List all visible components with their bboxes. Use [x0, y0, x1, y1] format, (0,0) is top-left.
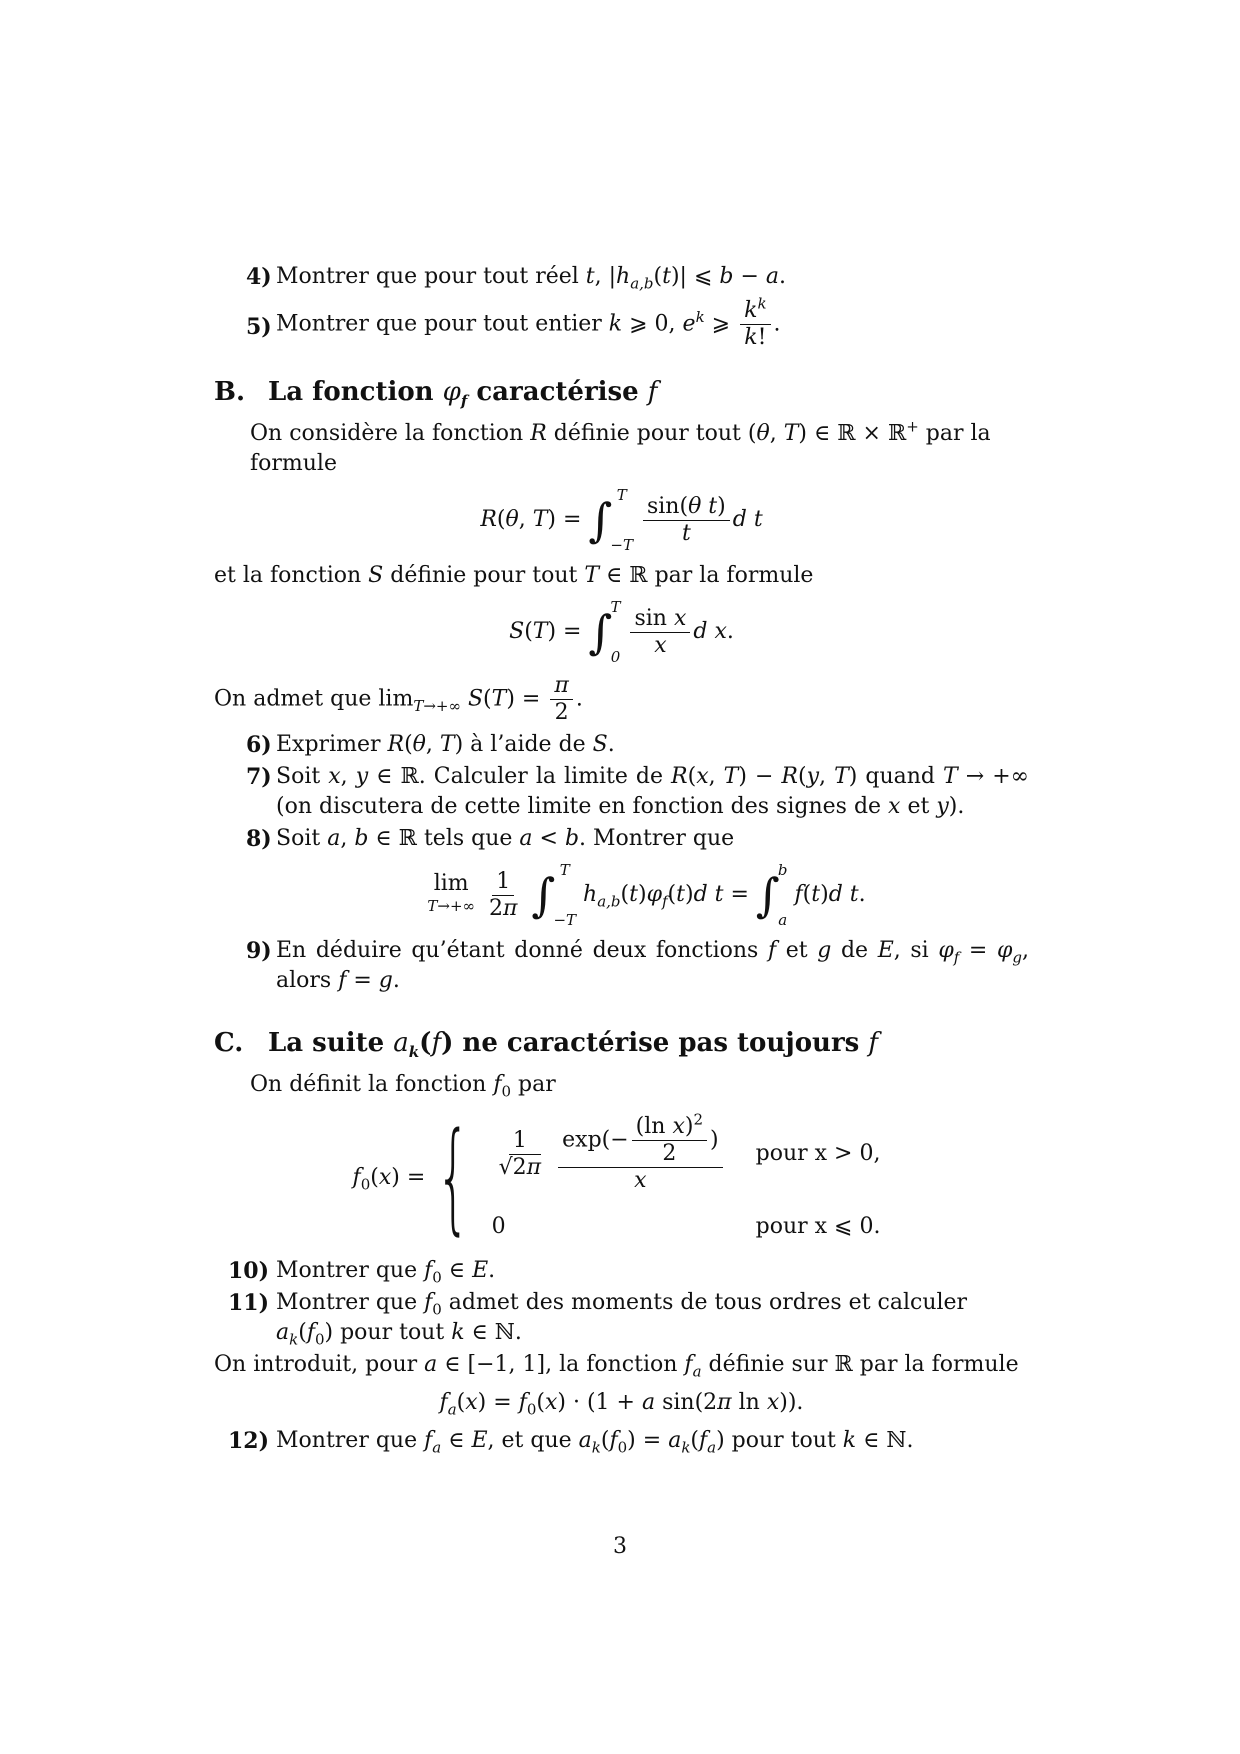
- question-9: 9) En déduire qu’étant donné deux fonctions f et g de E, si $\varphi_f = \varphi_g$, alors f = g.: [246, 938, 1030, 993]
- question-number: 11): [228, 1290, 270, 1316]
- question-number: 8): [246, 826, 272, 852]
- s-intro: et la fonction S définie pour tout T ∈ ℝ par la formule: [214, 563, 814, 588]
- question-number: 10): [228, 1258, 270, 1284]
- question-5: 5) Montrer que pour tout entier k ⩾ 0, $e^k$ ⩾ $\frac{k^k}{k!}$ .: [246, 294, 781, 350]
- question-number: 12): [228, 1428, 270, 1454]
- case1-condition: pour x > 0,: [755, 1141, 881, 1166]
- s-formula: S(T) = ∫ T 0 $\frac{\text{sin x}}{x}$ d x.: [509, 598, 734, 666]
- question-number: 6): [246, 732, 272, 758]
- fa-formula: $f_a(x) = f_0(x) \cdot (1 + a$ sin(2π ln x)).: [439, 1390, 804, 1419]
- question-number: 5): [246, 314, 272, 340]
- section-c-heading: C. La suite $a_k(f)$ ne caractérise pas toujours f: [214, 1028, 878, 1062]
- question-number: 9): [246, 938, 272, 964]
- case2-condition: pour x ⩽ 0.: [755, 1214, 881, 1239]
- fraction: $\frac{k^k}{k!}$: [740, 298, 770, 351]
- case2-value: 0: [491, 1214, 506, 1239]
- question-4: 4) Montrer que pour tout réel t, $|h_{a,b}(t)|$ ⩽ b − a.: [246, 264, 787, 293]
- r-formula: R(θ, T) = ∫ T −T $\frac{\text{sin(θ t)}}{t}$ d t: [480, 486, 763, 554]
- section-label: C.: [214, 1028, 244, 1058]
- f0-intro: On définit la fonction $f_0$ par: [250, 1072, 556, 1101]
- question-11: 11) Montrer que $f_0$ admet des moments de tous ordres et calculer $a_k(f_0)$ pour tout k ∈ ℕ.: [228, 1290, 968, 1349]
- question-6: 6) Exprimer R(θ, T) à l’aide de S.: [246, 732, 615, 758]
- section-label: B.: [214, 377, 246, 407]
- limit-formula: lim T→+∞ $\frac{1}{2\pi}$ ∫ T −T $h_{a,b}(t)\varphi_f(t)d$ t = ∫ b a f(t)d t.: [427, 861, 866, 929]
- fa-intro: On introduit, pour a ∈ [−1, 1], la fonction $f_a$ définie sur ℝ par la formule: [214, 1352, 1019, 1381]
- f0-definition: $f_0(x)$ = { $\frac{1}{√2\pi}$ exp(− $\frac{(\ln x)^2}{2}$ ) x pour x > 0, 0 pour x ⩽ 0.: [214, 1110, 1029, 1246]
- page-content: [214, 262, 1029, 1456]
- question-10: 10) Montrer que $f_0$ ∈ E.: [228, 1258, 496, 1287]
- question-8: 8) Soit a, b ∈ ℝ tels que a < b. Montrer que: [246, 826, 735, 852]
- admit-statement: On admet que $\lim_{T\to+\infty} S(T)$ = $\frac{\pi}{2}$ .: [214, 673, 583, 725]
- question-7: 7) Soit x, y ∈ ℝ. Calculer la limite de R(x, T) − R(y, T) quand T → +∞ (on discutera de cette limite en fonction des signes de x et y).: [246, 764, 1029, 819]
- left-brace: {: [436, 1108, 471, 1247]
- r-intro: On considère la fonction R définie pour tout (θ, T) ∈ ℝ × ℝ+ par la formule: [250, 417, 991, 476]
- question-number: 7): [246, 764, 272, 790]
- page-number: 3: [613, 1534, 627, 1559]
- section-b-heading: B. La fonction $\varphi_f$ caractérise f: [214, 377, 658, 411]
- question-12: 12) Montrer que $f_a$ ∈ E, et que $a_k(f_0) = a_k(f_a)$ pour tout k ∈ ℕ.: [228, 1428, 914, 1457]
- question-number: 4): [246, 264, 272, 290]
